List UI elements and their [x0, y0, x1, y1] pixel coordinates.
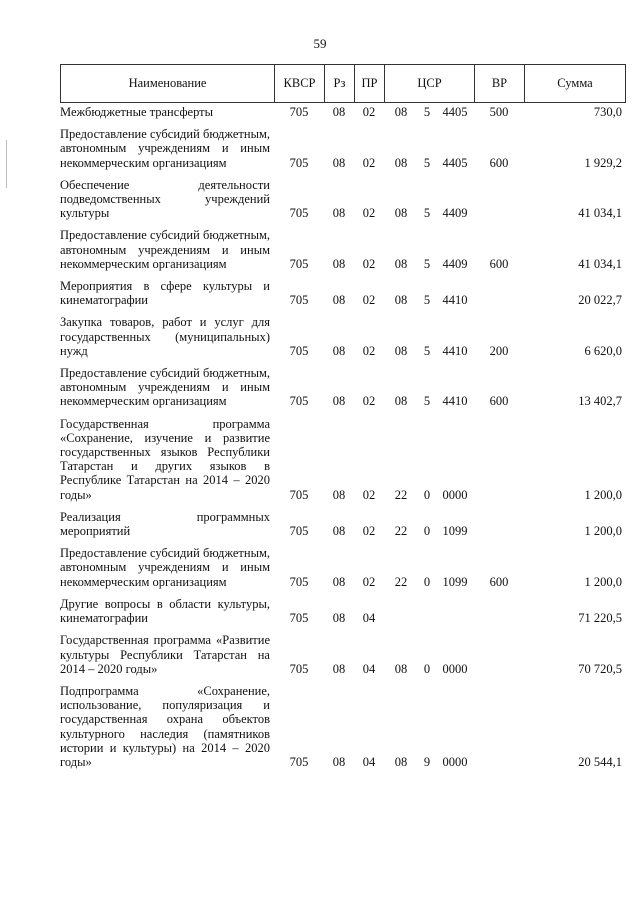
table-row	[60, 103, 626, 119]
cell-name: Другие вопросы в области культуры, кинематографии	[60, 596, 270, 626]
table-row	[60, 271, 626, 307]
header-kvsr: КВСР	[275, 65, 325, 102]
cell-csr-2: 5	[423, 256, 431, 271]
cell-kvsr: 705	[289, 754, 309, 769]
cell-pr: 02	[362, 524, 376, 539]
table-header	[60, 64, 626, 103]
cell-csr-2: 5	[423, 155, 431, 170]
cell-csr-2: 0	[423, 574, 431, 589]
cell-name: Предоставление субсидий бюджетным, автономным учреждениям и иным некоммерческим организациям	[60, 127, 270, 170]
cell-kvsr: 705	[289, 487, 309, 502]
cell-name: Закупка товаров, работ и услуг для государственных (муниципальных) нужд	[60, 315, 270, 358]
cell-name: Государственная программа «Сохранение, изучение и развитие государственных языков Республики Татарстан и других языков в Республике Татарстан на 2014 – 2020 годы»	[60, 416, 270, 502]
cell-csr-1: 08	[394, 155, 408, 170]
cell-pr: 02	[362, 105, 376, 119]
cell-csr-3: 0000	[442, 487, 468, 502]
cell-csr-3: 4410	[442, 343, 468, 358]
table-row	[60, 502, 626, 538]
cell-pr: 02	[362, 256, 376, 271]
header-sum: Сумма	[557, 76, 593, 90]
cell-csr-2: 9	[423, 754, 431, 769]
cell-csr-1: 22	[394, 487, 408, 502]
cell-rz: 08	[332, 754, 346, 769]
cell-sum: 20 022,7	[578, 293, 622, 308]
cell-kvsr: 705	[289, 206, 309, 221]
cell-name: Обеспечение деятельности подведомственных учреждений культуры	[60, 177, 270, 221]
cell-kvsr: 705	[289, 293, 309, 308]
cell-csr-2: 5	[423, 105, 431, 119]
budget-table	[60, 64, 626, 769]
cell-vr: 600	[489, 574, 509, 589]
table-row	[60, 170, 626, 221]
cell-name: Мероприятия в сфере культуры и кинематографии	[60, 279, 270, 308]
cell-vr: 500	[489, 105, 509, 119]
cell-vr: 600	[489, 256, 509, 271]
cell-csr-1: 08	[394, 661, 408, 676]
margin-mark	[6, 140, 7, 188]
cell-pr: 04	[362, 754, 376, 769]
cell-kvsr: 705	[289, 524, 309, 539]
cell-csr-1: 08	[394, 206, 408, 221]
cell-sum: 1 200,0	[584, 574, 622, 589]
cell-sum: 20 544,1	[578, 754, 622, 769]
table-row	[60, 625, 626, 676]
table-row	[60, 119, 626, 170]
cell-name: Подпрограмма «Сохранение, использование, популяризация и государственная охрана объектов культурного наследия (памятников истории и культуры) на 2014 – 2020 годы»	[60, 683, 270, 769]
header-pr: ПР	[355, 65, 385, 102]
cell-rz: 08	[332, 206, 346, 221]
cell-name: Реализация программных мероприятий	[60, 509, 270, 539]
cell-csr-3: 4405	[442, 105, 468, 119]
cell-vr: 200	[489, 343, 509, 358]
cell-csr-1: 08	[394, 754, 408, 769]
cell-rz: 08	[332, 524, 346, 539]
cell-kvsr: 705	[289, 394, 309, 409]
cell-pr: 02	[362, 343, 376, 358]
cell-csr-3: 4410	[442, 293, 468, 308]
cell-csr-3: 4405	[442, 155, 468, 170]
cell-rz: 08	[332, 611, 346, 626]
cell-rz: 08	[332, 487, 346, 502]
cell-csr-2: 0	[423, 524, 431, 539]
cell-name: Предоставление субсидий бюджетным, автономным учреждениям и иным некоммерческим организациям	[60, 546, 270, 589]
cell-csr-3: 0000	[442, 754, 468, 769]
cell-rz: 08	[332, 155, 346, 170]
cell-pr: 04	[362, 611, 376, 626]
table-row	[60, 358, 626, 409]
cell-rz: 08	[332, 105, 346, 119]
cell-kvsr: 705	[289, 611, 309, 626]
table-row	[60, 589, 626, 625]
cell-csr-2: 5	[423, 343, 431, 358]
cell-sum: 41 034,1	[578, 256, 622, 271]
cell-csr-2: 0	[423, 661, 431, 676]
cell-csr-1: 08	[394, 293, 408, 308]
cell-csr-3: 4410	[442, 394, 468, 409]
cell-csr-1: 08	[394, 343, 408, 358]
cell-kvsr: 705	[289, 574, 309, 589]
cell-csr-2: 5	[423, 293, 431, 308]
table-row	[60, 409, 626, 502]
cell-pr: 02	[362, 155, 376, 170]
cell-rz: 08	[332, 661, 346, 676]
cell-pr: 02	[362, 206, 376, 221]
header-name: Наименование	[61, 65, 275, 102]
cell-csr-1: 08	[394, 394, 408, 409]
header-vr: ВР	[475, 65, 525, 102]
cell-csr-2: 5	[423, 394, 431, 409]
cell-sum: 71 220,5	[578, 611, 622, 626]
cell-sum: 41 034,1	[578, 206, 622, 221]
cell-csr-1: 22	[394, 574, 408, 589]
cell-csr-1: 08	[394, 105, 408, 119]
header-csr: ЦСР	[385, 65, 475, 102]
cell-csr-3: 4409	[442, 206, 468, 221]
cell-kvsr: 705	[289, 661, 309, 676]
cell-sum: 1 200,0	[584, 487, 622, 502]
cell-name: Государственная программа «Развитие культуры Республики Татарстан на 2014 – 2020 годы»	[60, 633, 270, 676]
table-row	[60, 220, 626, 271]
cell-rz: 08	[332, 293, 346, 308]
cell-kvsr: 705	[289, 343, 309, 358]
cell-csr-1: 22	[394, 524, 408, 539]
page-number: 59	[313, 36, 327, 51]
cell-name: Межбюджетные трансферты	[60, 105, 214, 119]
cell-rz: 08	[332, 256, 346, 271]
header-rz: Рз	[325, 65, 355, 102]
cell-vr: 600	[489, 394, 509, 409]
cell-kvsr: 705	[289, 155, 309, 170]
cell-rz: 08	[332, 343, 346, 358]
cell-rz: 08	[332, 574, 346, 589]
cell-csr-1: 08	[394, 256, 408, 271]
cell-name: Предоставление субсидий бюджетным, автономным учреждениям и иным некоммерческим организациям	[60, 366, 270, 409]
cell-csr-3: 0000	[442, 661, 468, 676]
cell-sum: 1 200,0	[584, 524, 622, 539]
cell-pr: 02	[362, 394, 376, 409]
cell-kvsr: 705	[289, 105, 309, 119]
cell-csr-3: 1099	[442, 524, 468, 539]
cell-pr: 04	[362, 661, 376, 676]
cell-csr-2: 0	[423, 487, 431, 502]
cell-sum: 730,0	[593, 105, 622, 119]
cell-name: Предоставление субсидий бюджетным, автономным учреждениям и иным некоммерческим организациям	[60, 228, 270, 271]
cell-sum: 6 620,0	[584, 343, 622, 358]
cell-sum: 1 929,2	[584, 155, 622, 170]
cell-kvsr: 705	[289, 256, 309, 271]
cell-csr-2: 5	[423, 206, 431, 221]
table-row	[60, 538, 626, 589]
cell-csr-3: 1099	[442, 574, 468, 589]
cell-pr: 02	[362, 574, 376, 589]
cell-sum: 70 720,5	[578, 661, 622, 676]
cell-pr: 02	[362, 487, 376, 502]
cell-csr-3: 4409	[442, 256, 468, 271]
table-row	[60, 307, 626, 358]
cell-sum: 13 402,7	[578, 394, 622, 409]
cell-rz: 08	[332, 394, 346, 409]
table-body	[60, 103, 626, 769]
cell-pr: 02	[362, 293, 376, 308]
cell-vr: 600	[489, 155, 509, 170]
table-row	[60, 676, 626, 769]
